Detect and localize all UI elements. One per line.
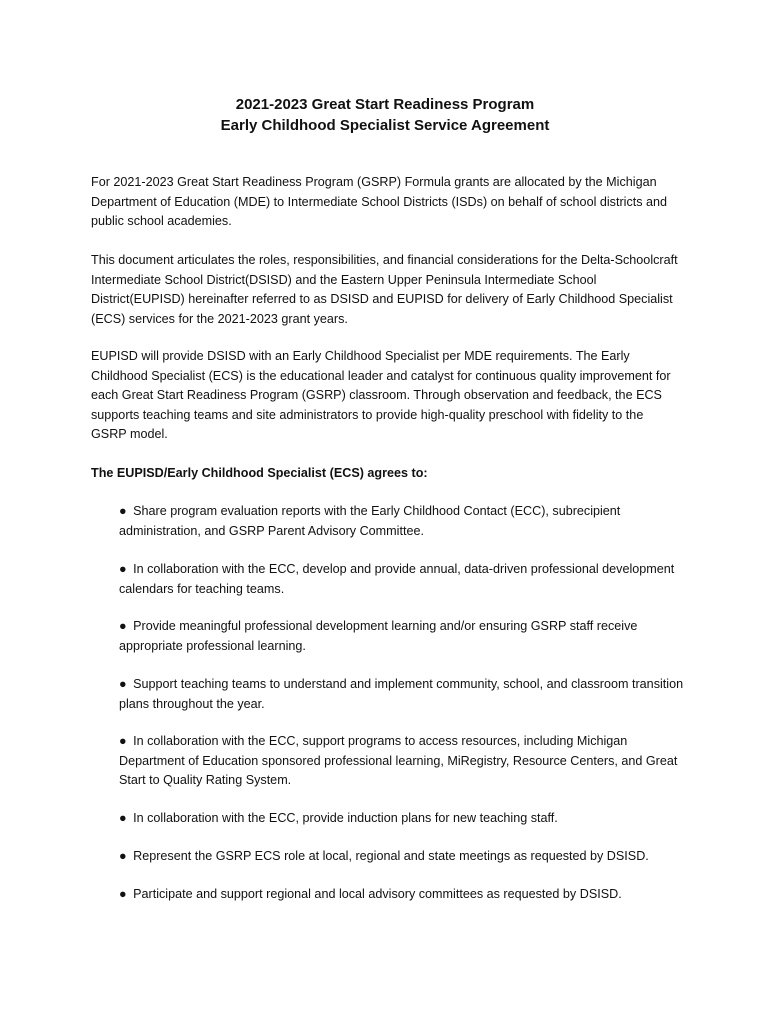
list-item (119, 885, 689, 905)
list-item (119, 847, 689, 867)
document-title (0, 94, 770, 136)
list-item-text: Participate and support regional and local advisory committees as requested by DSISD. (133, 887, 622, 901)
bullet-icon: ● (119, 619, 127, 633)
title-line-2: Early Childhood Specialist Service Agreement (220, 117, 550, 134)
bullet-icon: ● (119, 562, 127, 576)
bullet-icon: ● (119, 677, 127, 691)
list-item-text: Represent the GSRP ECS role at local, regional and state meetings as requested by DSISD. (133, 849, 649, 863)
list-item-text: In collaboration with the ECC, develop and provide annual, data-driven professional development calendars for teaching teams. (119, 562, 675, 596)
title-line-1: 2021-2023 Great Start Readiness Program (235, 96, 535, 113)
list-item (119, 732, 689, 791)
paragraph-funding: For 2021-2023 Great Start Readiness Program (GSRP) Formula grants are allocated by the Michigan Department of Education (MDE) to Intermediate School Districts (ISDs) on behalf of school districts and public school academies. (91, 175, 668, 228)
paragraph-ecs-role: EUPISD will provide DSISD with an Early Childhood Specialist per MDE requirements. The Early Childhood Specialist (ECS) is the educational leader and catalyst for continuous quality improvement for each Great Start Readiness Program (GSRP) classroom. Through observation and feedback, the ECS supports teaching teams and site administrators to provide high-quality preschool with fidelity to the GSRP model. (91, 349, 671, 441)
list-item (119, 675, 689, 714)
bullet-icon: ● (119, 734, 127, 748)
list-item-text: In collaboration with the ECC, support programs to access resources, including Michigan Department of Education sponsored professional learning, MiRegistry, Resource Centers, and Great Start to Quality Rating System. (119, 734, 678, 787)
bullet-icon: ● (119, 504, 127, 518)
bullet-icon: ● (119, 811, 127, 825)
list-item (119, 560, 689, 599)
paragraph-purpose: This document articulates the roles, responsibilities, and financial considerations for the Delta-Schoolcraft Intermediate School District(DSISD) and the Eastern Upper Peninsula Intermediate School District(EUPISD) hereinafter referred to as DSISD and EUPISD for delivery of Early Childhood Specialist (ECS) services for the 2021-2023 grant years. (91, 253, 678, 326)
list-item-text: In collaboration with the ECC, provide induction plans for new teaching staff. (133, 811, 558, 825)
agrees-heading: The EUPISD/Early Childhood Specialist (ECS) agrees to: (91, 466, 428, 480)
bullet-icon: ● (119, 849, 127, 863)
list-item-text: Provide meaningful professional development learning and/or ensuring GSRP staff receive appropriate professional learning. (119, 619, 638, 653)
list-item-text: Support teaching teams to understand and implement community, school, and classroom transition plans throughout the year. (119, 677, 684, 711)
list-item (119, 617, 689, 656)
list-item (119, 809, 689, 829)
bullet-icon: ● (119, 887, 127, 901)
list-item (119, 502, 689, 541)
list-item-text: Share program evaluation reports with the Early Childhood Contact (ECC), subrecipient administration, and GSRP Parent Advisory Committee. (119, 504, 621, 538)
